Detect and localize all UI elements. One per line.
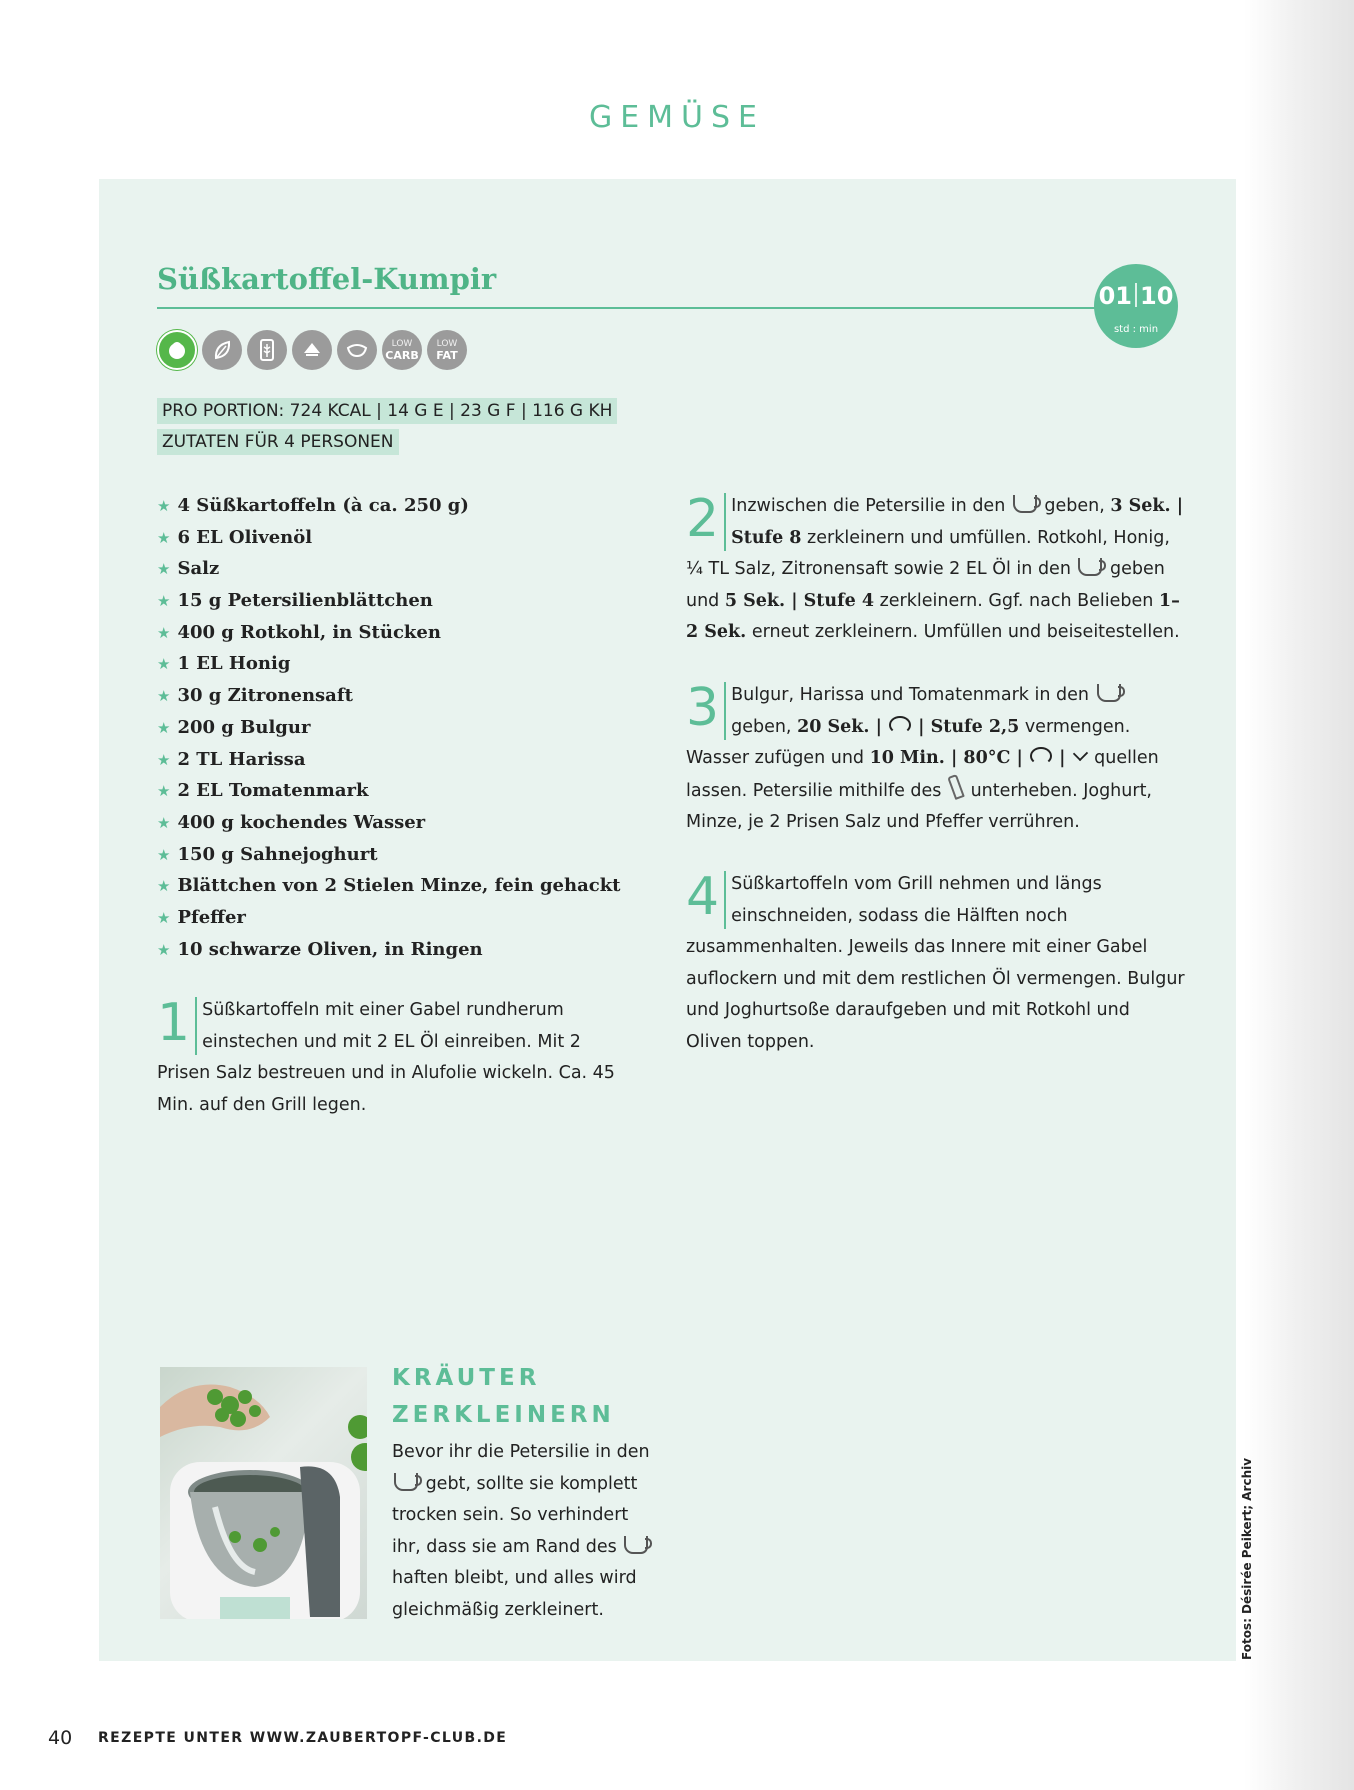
tip-text: Bevor ihr die Petersilie in den gebt, sollte sie komplett trocken sein. So verhindert ihr, dass sie am Rand des haften bleibt, und alles wird gleichmäßig zerkleinert. bbox=[392, 1442, 650, 1620]
mixing-bowl-icon bbox=[1097, 684, 1121, 702]
ingredient-item: ★ Salz bbox=[157, 558, 220, 580]
gluten-free-icon bbox=[247, 330, 287, 370]
reverse-rotation-icon bbox=[889, 716, 911, 734]
mixing-bowl-icon bbox=[1013, 495, 1037, 513]
reverse-rotation-icon bbox=[1030, 747, 1052, 765]
step-number: 1 bbox=[157, 997, 197, 1055]
star-icon: ★ bbox=[157, 782, 171, 801]
ingredient-item: ★ 15 g Petersilienblättchen bbox=[157, 590, 433, 612]
ingredient-item: ★ 10 schwarze Oliven, in Ringen bbox=[157, 938, 483, 960]
star-icon: ★ bbox=[157, 497, 171, 515]
low-carb-icon: LOW CARB bbox=[382, 330, 422, 370]
time-minutes: 10 bbox=[1140, 282, 1174, 310]
step-number: 2 bbox=[686, 493, 726, 551]
mixing-bowl-icon bbox=[1078, 558, 1102, 576]
lactose-free-icon bbox=[292, 330, 332, 370]
footer-website-link[interactable]: REZEPTE UNTER WWW.ZAUBERTOPF-CLUB.DE bbox=[98, 1730, 508, 1746]
star-icon: ★ bbox=[157, 718, 171, 737]
ingredient-item: ★ 6 EL Olivenöl bbox=[157, 526, 313, 548]
step-1 bbox=[157, 995, 637, 1121]
bowl-icon bbox=[337, 330, 377, 370]
servings-info: ZUTATEN FÜR 4 PERSONEN bbox=[157, 429, 399, 455]
ingredient-item: ★ 30 g Zitronensaft bbox=[157, 685, 353, 707]
ingredient-list bbox=[157, 490, 620, 965]
vegan-leaf-icon bbox=[202, 330, 242, 370]
step-number: 4 bbox=[686, 871, 726, 929]
photo-credit: Fotos: Désirée Peikert; Archiv bbox=[1240, 1457, 1254, 1660]
star-icon: ★ bbox=[157, 813, 171, 832]
star-icon: ★ bbox=[157, 908, 171, 927]
step-number: 3 bbox=[686, 682, 726, 740]
tip-photo bbox=[160, 1367, 367, 1619]
star-icon: ★ bbox=[157, 592, 171, 611]
time-unit: std : min bbox=[1113, 324, 1159, 335]
low-fat-icon: LOW FAT bbox=[427, 330, 467, 370]
star-icon: ★ bbox=[157, 877, 171, 896]
page-number: 40 bbox=[48, 1727, 73, 1749]
star-icon: ★ bbox=[157, 528, 171, 547]
page-edge-shadow bbox=[1244, 0, 1354, 1790]
star-icon: ★ bbox=[157, 560, 171, 579]
ingredient-item: ★ 2 TL Harissa bbox=[157, 748, 306, 770]
step-text: Süßkartoffeln mit einer Gabel rundherum einstechen und mit 2 EL Öl einreiben. Mit 2 Prisen Salz bestreuen und in Alufolie wickeln. Ca. 45 Min. auf den Grill legen. bbox=[157, 1000, 615, 1115]
section-title: GEMÜSE bbox=[588, 100, 766, 135]
spatula-icon bbox=[947, 774, 965, 800]
ingredient-item: ★ 400 g Rotkohl, in Stücken bbox=[157, 621, 441, 643]
ingredient-item: ★ 200 g Bulgur bbox=[157, 716, 311, 738]
star-icon: ★ bbox=[157, 687, 171, 706]
mixing-bowl-icon bbox=[394, 1473, 418, 1491]
ingredient-item: ★ 150 g Sahnejoghurt bbox=[157, 843, 378, 865]
star-icon: ★ bbox=[157, 655, 171, 674]
ingredient-item: ★ 1 EL Honig bbox=[157, 653, 291, 675]
step-text: Süßkartoffeln vom Grill nehmen und längs einschneiden, sodass die Hälften noch zusammenhalten. Jeweils das Innere mit einer Gabel auflockern und mit dem restlichen Öl vermengen. Bulgur und Joghurtsoße daraufgeben und mit Rotkohl und Oliven toppen. bbox=[686, 874, 1185, 1052]
stir-spoon-icon bbox=[1072, 746, 1087, 761]
ingredient-item: ★ 4 Süßkartoffeln (à ca. 250 g) bbox=[157, 495, 469, 516]
time-badge bbox=[1094, 264, 1178, 348]
diet-icons bbox=[157, 330, 467, 370]
ingredient-item: ★ Pfeffer bbox=[157, 906, 246, 928]
step-2: 2 Inzwischen die Petersilie in den geben, 3 Sek. | Stufe 8 zerkleinern und umfüllen. Rotkohl, Honig, ¼ TL Salz, Zitronensaft sowie 2 EL Öl in den geben und 5 Sek. | Stufe 4 zerkleinern. Ggf. nach Belieben 1–2 Sek. erneut zerkleinern. Umfüllen und beiseitestellen. bbox=[686, 489, 1184, 643]
time-hours: 01 bbox=[1098, 282, 1132, 310]
time-digits bbox=[1094, 282, 1178, 310]
vegetarian-icon bbox=[157, 330, 197, 370]
step-3: 3 Bulgur, Harissa und Tomatenmark in den geben, 20 Sek. | | Stufe 2,5 vermengen. Wasser zufügen und 10 Min. | 80°C | | quellen lassen. Petersilie mithilfe des unterheben. Joghurt, Minze, je 2 Prisen Salz und Pfeffer verrühren. bbox=[686, 678, 1159, 833]
recipe-title: Süßkartoffel-Kumpir bbox=[157, 262, 497, 296]
star-icon: ★ bbox=[157, 623, 171, 642]
nutrition-info: PRO PORTION: 724 KCAL | 14 G E | 23 G F | 116 G KH bbox=[157, 398, 617, 424]
tip-title: KRÄUTER ZERKLEINERN bbox=[392, 1365, 615, 1428]
ingredient-item: ★ 400 g kochendes Wasser bbox=[157, 811, 426, 833]
ingredient-item: ★ 2 EL Tomatenmark bbox=[157, 780, 369, 802]
star-icon: ★ bbox=[157, 750, 171, 769]
mixing-bowl-icon bbox=[624, 1536, 648, 1554]
star-icon: ★ bbox=[157, 940, 171, 959]
step-4 bbox=[686, 869, 1186, 1059]
star-icon: ★ bbox=[157, 845, 171, 864]
ingredient-item: ★ Blättchen von 2 Stielen Minze, fein gehackt bbox=[157, 875, 621, 897]
title-rule bbox=[157, 307, 1097, 309]
